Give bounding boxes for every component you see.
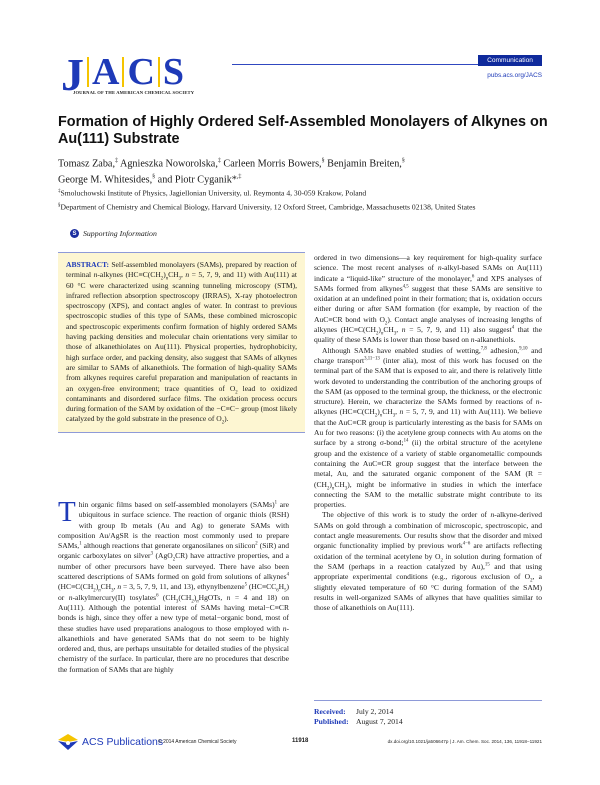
affiliation-mark: ‡ (58, 189, 61, 194)
published-date (314, 717, 403, 727)
acs-emblem-icon (58, 734, 78, 750)
abstract-label: ABSTRACT: (66, 260, 110, 269)
abstract-body: Self-assembled monolayers (SAMs), prepared by reaction of terminal n-alkynes ($HC\equiv C(CH_2)_nCH_3$, n = 5, 7, 9, and 11) with Au(111) at 60 °C were characterized using scanning tunneling microscopy (STM), infrared reflection absorption spectroscopy (IRRAS), X-ray photoelectron spectroscopy (XPS), and contact angles of water. In contrast to previous spectroscopic studies of this type of SAMs, these combined microscopic and spectroscopic experiments confirm formation of highly ordered SAMs having packing densities and molecular chain orientations very similar to those of alkanethiolates on Au(111). Physical properties, hydrophobicity, high surface order, and packing density, also suggest that SAMs of alkynes are similar to SAMs of alkanethiols. The formation of high-quality SAMs from alkynes requires careful preparation and manipulation of reactants in an oxygen-free environment; trace quantities of $O_2$ lead to oxidized contaminants and disordered surface films. The oxidation process occurs during formation of the SAM by oxidation of the −C≡C− group (most likely catalyzed by the gold substrate in the presence of $O_2$). (66, 260, 297, 426)
drop-cap: T (58, 496, 76, 528)
body-paragraph: The objective of this work is to study the order of n-alkyne-derived SAMs on gold through a combination of microscopic, spectroscopic, and contact angle measurements. Our results show that the disorder and mixed organic functionality implied by previous work$^{4-6}$ are artifacts reflecting oxidation of the terminal acetylene by $O_2$ in solution during formation of the SAM (perhaps in a reaction catalyzed by Au),$^{15}$ and that using appropriate experimental conditions (e.g., rigorous exclusion of $O_2$, a slightly elevated temperature of 60 °C during formation of the SAM) results in well-organized SAMs of alkynes that have qualities similar to those of alkanethiols on Au(111). (314, 510, 543, 613)
date-value: August 7, 2014 (356, 717, 403, 727)
date-label: Received: (314, 707, 346, 716)
affiliation-2 (58, 201, 558, 213)
copyright: © 2014 American Chemical Society (158, 739, 237, 745)
acs-publications-logo (58, 734, 163, 750)
affiliation-text: Department of Chemistry and Chemical Biology, Harvard University, 12 Oxford Street, Cambridge, Massachusetts 02138, United States (60, 202, 476, 212)
body-paragraph: ordered in two dimensions—a key requirement for high-quality surface science. The most recent analyses of n-alkyl-based SAMs on Au(111) indicate a “liquid-like” structure of the monolayer,$^6$ and XPS analyses of SAMs formed from alkynes$^{4,5}$ suggest that these SAMs are sensitive to oxidation at an undefined point in their formation; that is, oxidation occurs either during or after SAM formation (for example, by reaction of the AuC≡CR bond with $O_2$). Contact angle analyses of increasing lengths of alkynes ($HC\equiv C(CH_2)_nCH_3$, n = 5, 7, 9, and 11) also suggest$^4$ that the quality of these SAMs is lower than those based on n-alkanethiols. (314, 253, 542, 345)
affiliation-text: Smoluchowski Institute of Physics, Jagiellonian University, ul. Reymonta 4, 30-059 Krakow, Poland (60, 188, 367, 198)
affiliations (58, 187, 558, 215)
body-right-column (314, 253, 542, 613)
article-title: Formation of Highly Ordered Self-Assembled Monolayers of Alkynes on Au(111) Substrate (58, 114, 548, 147)
body-left-column (58, 496, 289, 675)
affiliation-1 (58, 187, 558, 199)
doi-citation[interactable]: dx.doi.org/10.1021/ja506647p | J. Am. Chem. Soc. 2014, 136, 11918−11921 (387, 739, 542, 744)
body-paragraph: Although SAMs have enabled studies of wetting,$^{7,8}$ adhesion,$^{9,10}$ and charge transport$^{3,11-13}$ (inter alia), most of this work has focused on the terminal part of the SAM that is exposed to air, and there is relatively little work devoted to understanding the contribution of the anchoring groups of the SAM (as opposed to the terminal group, the thickness, or the electronic structure). Herein, we characterize the SAMs formed by reactions of n-alkynes ($HC\equiv C(CH_2)_nCH_3$, n = 5, 7, 9, and 11) with Au(111). We believe that the AuC≡CR group is particularly interesting as the basis for SAMs on Au for two reasons: (i) the acetylene group connects with Au atoms on the surface by a strong σ-bond;$^{14}$ (ii) the orbital structure of the acetylene group and the existence of a variety of stable organometallic compounds containing the AuC≡CR group suggest that the interface between the metal, Au, and the saturated organic component of the SAM $(R = (CH_2)_nCH_3)$, might be informative in studies in which the interface connecting the SAM to the metallic substrate might contribute to its properties. (314, 345, 542, 510)
abstract-box (58, 252, 305, 433)
date-label: Published: (314, 717, 349, 727)
dates-rule (314, 700, 542, 701)
date-value: July 2, 2014 (356, 707, 394, 716)
affiliation-mark: § (58, 203, 61, 209)
logo-letter-j: J (61, 49, 84, 100)
body-paragraph: hin organic films based on self-assembled monolayers (SAMs)$^1$ are ubiquitous in surface science. The reaction of organic thiols (RSH) with group Ib metals (Au and Ag) to generate SAMs with composition Au/AgSR is the reaction most commonly used to prepare SAMs,$^1$ although reactions that generate organosilanes on silicon$^2$ (SiR) and organic carboxylates on silver$^3$ (AgO$_2$CR) have attractive properties, and a number of other precursors have been surveyed. There have also been scattered descriptions of SAMs formed on gold from solutions of alkynes$^4$ ($HC\equiv C(CH_2)_nCH_3$, n = 3, 5, 7, 9, 11, and 13), ethynylbenzene$^5$ $(HC\equiv CC_6H_5)$ or n-alkylmercury(II) tosylates$^6$ ($CH_3(CH_2)_nHgOTs$, n = 4 and 18) on Au(111). Although the potential interest of SAMs having metal−C≡CR bonds is high, since they offer a new type of metal−organic bond, most of these studies have used preparations analogous to those employed with n-alkanethiols and have generated SAMs that do not seem to be highly ordered and, thus, are perhaps unsuitable for detailed studies of the physical chemistry of the surface. In particular, there are no procedures that describe the formation of SAMs that are highly (58, 500, 289, 674)
abstract-text (66, 260, 297, 425)
page-number: 11918 (292, 738, 309, 744)
publication-dates (314, 707, 403, 728)
journal-name: JOURNAL OF THE AMERICAN CHEMICAL SOCIETY (73, 90, 195, 95)
logo-letter-s: S (162, 51, 185, 93)
logo-letter-a: A (92, 51, 120, 93)
author-list: Tomasz Zaba,‡ Agnieszka Noworolska,‡ Carleen Morris Bowers,§ Benjamin Breiten,§ George M. Whitesides,§ and Piotr Cyganik*,‡ (58, 158, 405, 186)
logo-letter-c: C (127, 51, 155, 93)
article-type-badge: Communication (478, 55, 542, 66)
publisher-name: ACS Publications (82, 736, 164, 748)
journal-url-link[interactable]: pubs.acs.org/JACS (487, 72, 542, 79)
supporting-info-label: Supporting Information (83, 229, 157, 238)
received-date (314, 707, 403, 717)
supporting-information-link[interactable] (70, 229, 157, 238)
supporting-info-icon: S (70, 229, 79, 238)
